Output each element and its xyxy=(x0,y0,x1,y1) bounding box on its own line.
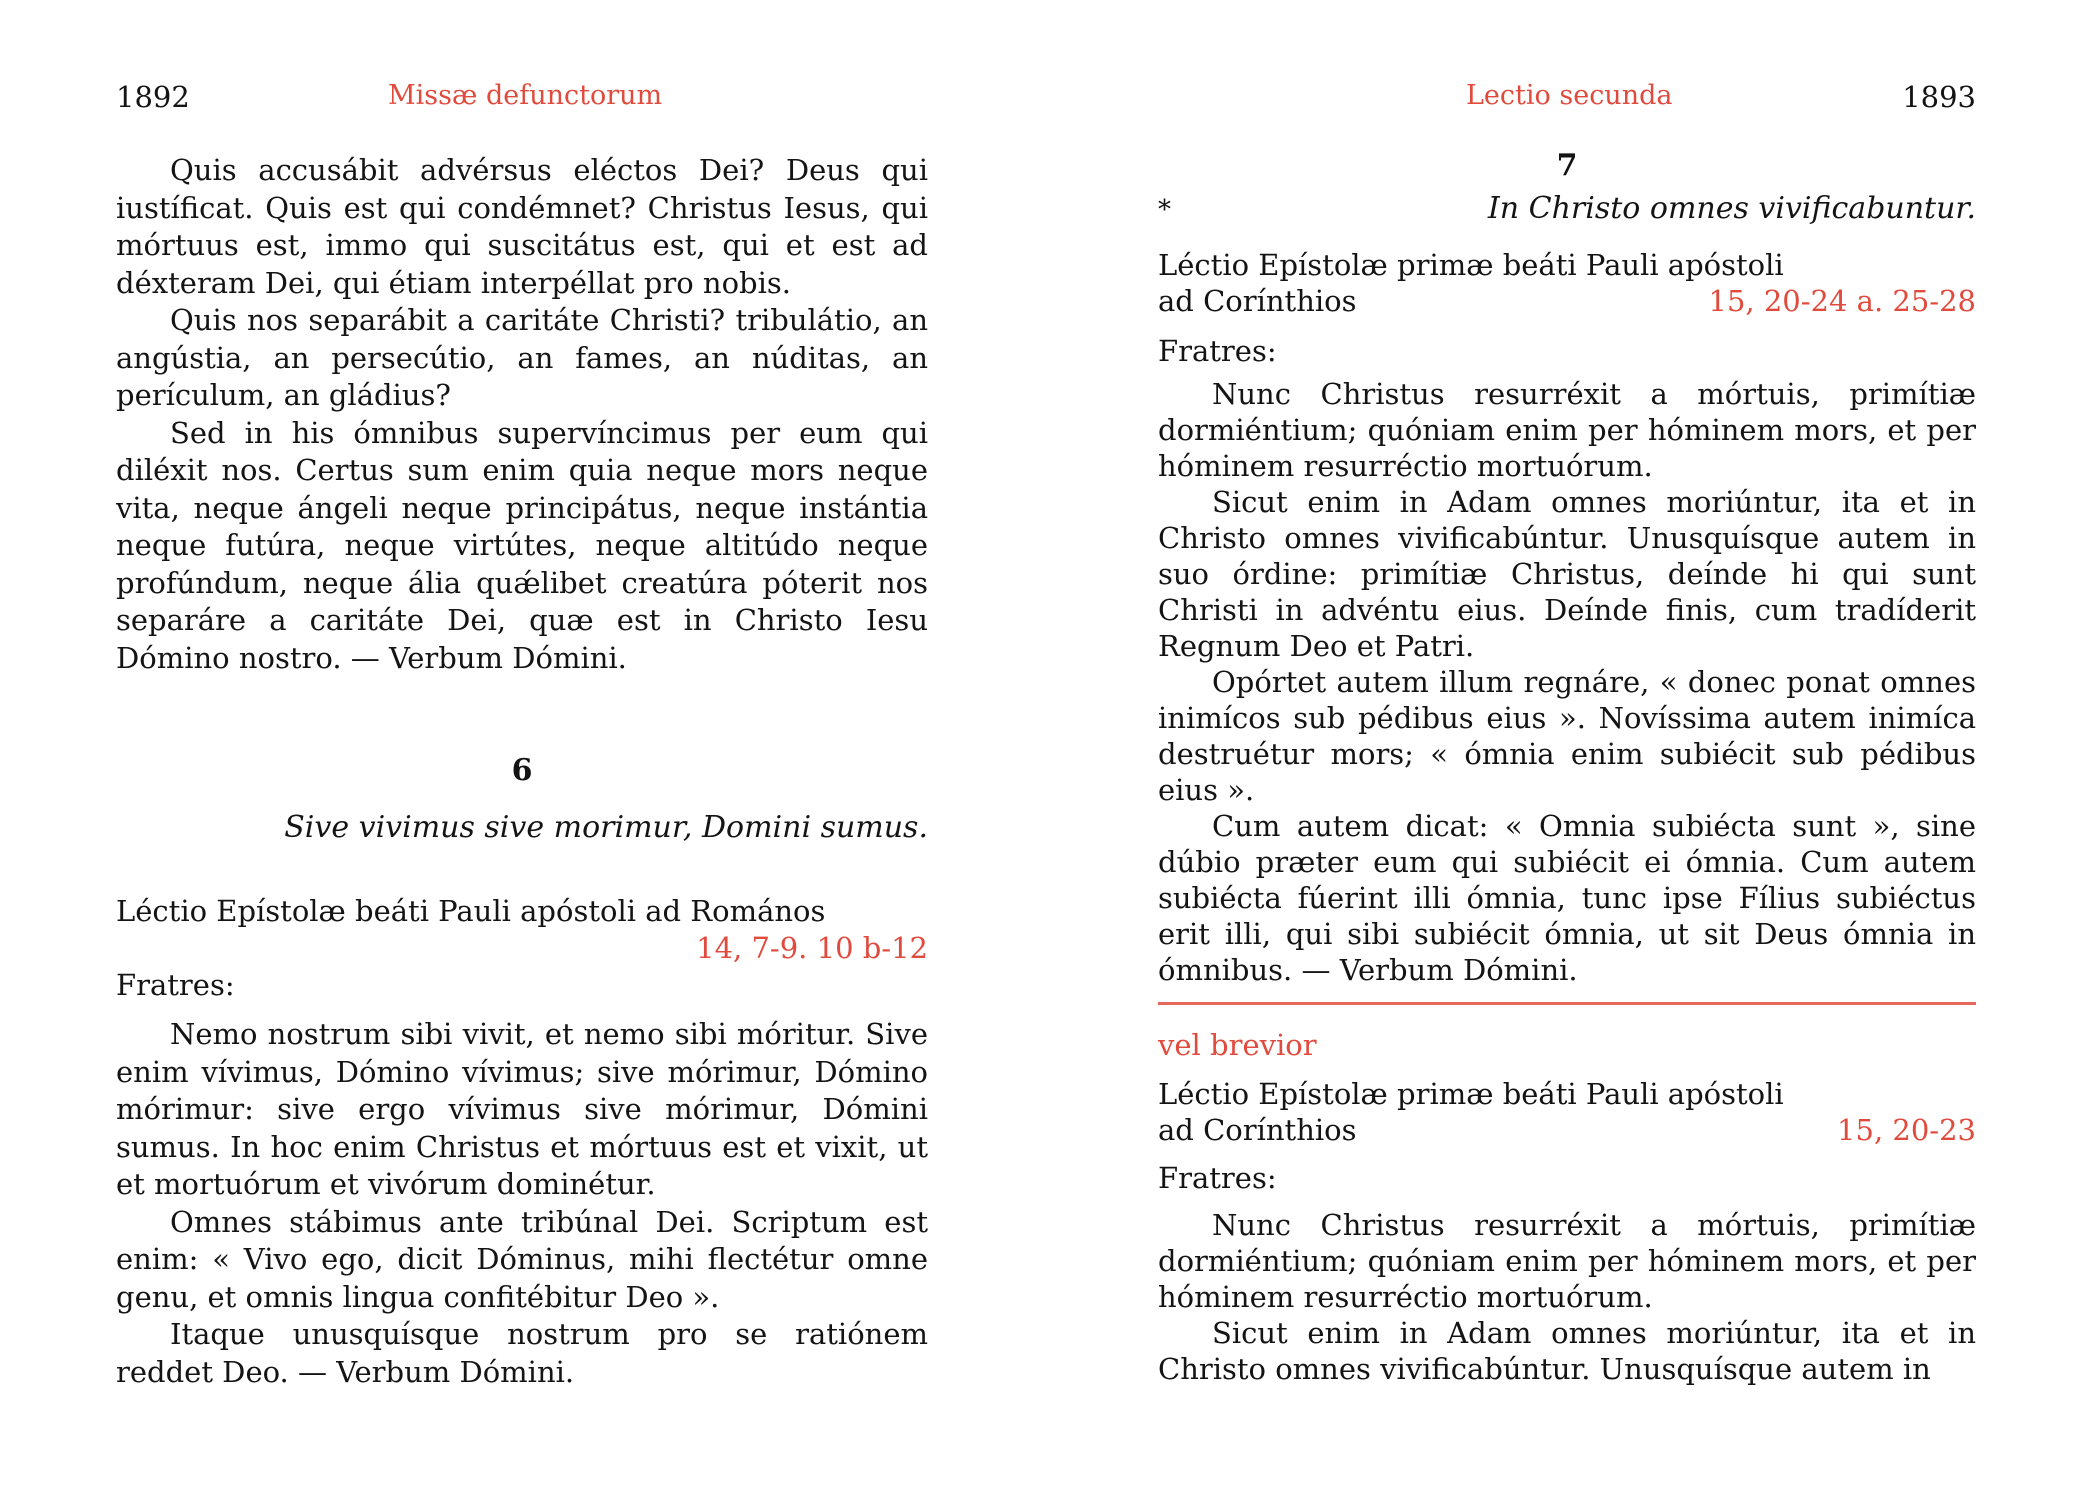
fratres-heading: Fratres: xyxy=(1158,1161,1277,1195)
fratres-heading: Fratres: xyxy=(1158,334,1277,368)
lectio-title-line: Léctio Epístolæ primæ beáti Pauli apóstoli xyxy=(1158,248,1784,282)
scripture-reference: 15, 20-24 a. 25-28 xyxy=(1708,284,1976,318)
paragraph: Nunc Christus resurréxit a mórtuis, primítiæ dormiéntium; quóniam enim per hóminem mors, et per hóminem resurréctio mortuórum. xyxy=(1158,377,1976,483)
section-divider xyxy=(1158,1002,1976,1005)
paragraph: Quis accusábit advérsus eléctos Dei? Deus qui iustíficat. Quis est qui condémnet? Christus Iesus, qui mórtuus est, immo qui suscitátus est, qui et est ad déxteram Dei, qui étiam interpéllat pro nobis. xyxy=(116,153,928,300)
reading-motto: In Christo omnes vivificabuntur. xyxy=(1487,191,1976,226)
page-number-right: 1893 xyxy=(1902,80,1976,114)
right-page xyxy=(1158,0,1976,1500)
paragraph: Sicut enim in Adam omnes moriúntur, ita et in Christo omnes vivificabúntur. Unusquísque autem in suo órdine: primítiæ Christus, deínde hi qui sunt Christi in advéntu eius. Deínde finis, cum tradíderit Regnum Deo et Patri. xyxy=(1158,485,1976,663)
paragraph: Nunc Christus resurréxit a mórtuis, primítiæ dormiéntium; quóniam enim per hóminem mors, et per hóminem resurréctio mortuórum. xyxy=(1158,1208,1976,1314)
paragraph: Omnes stábimus ante tribúnal Dei. Scriptum est enim: « Vivo ego, dicit Dóminus, mihi flectétur omne genu, et omnis lingua confitébitur Deo ». xyxy=(116,1204,928,1314)
lectio-title-line-2: ad Corínthios xyxy=(1158,1113,1357,1147)
section-number: 7 xyxy=(1556,148,1578,183)
paragraph: Nemo nostrum sibi vivit, et nemo sibi móritur. Sive enim vívimus, Dómino vívimus; sive mórimur, Dómino mórimur: sive ergo vívimus sive mórimur, Dómini sumus. In hoc enim Christus et mórtuus est et vixit, ut et mortuórum et vivórum dominétur. xyxy=(116,1017,928,1201)
lectio-title-line xyxy=(1158,284,1976,321)
lectio-title-line-2: ad Corínthios xyxy=(1158,284,1357,318)
fratres-heading: Fratres: xyxy=(116,968,235,1002)
vel-brevior-label: vel brevior xyxy=(1158,1028,1317,1062)
right-content xyxy=(1158,148,1976,1387)
paragraph: Itaque unusquísque nostrum pro se ratiónem reddet Deo. — Verbum Dómini. xyxy=(116,1317,928,1389)
lectio-title-line xyxy=(1158,1113,1976,1150)
right-running-head xyxy=(1158,80,1976,120)
motto-row xyxy=(1158,191,1976,237)
paragraph: Sicut enim in Adam omnes moriúntur, ita et in Christo omnes vivificabúntur. Unusquísque autem in xyxy=(1158,1316,1976,1386)
lectio-title: Léctio Epístolæ beáti Pauli apóstoli ad Romános xyxy=(116,894,826,928)
page-number-left: 1892 xyxy=(116,80,190,114)
reading-motto: Sive vivimus sive morimur, Domini sumus. xyxy=(284,810,928,845)
paragraph: Quis nos separábit a caritáte Christi? tribulátio, an angústia, an persecútio, an fames, an núditas, an perículum, an gládius? xyxy=(116,303,928,412)
scripture-reference: 14, 7-9. 10 b-12 xyxy=(696,931,928,965)
lectio-title-line: Léctio Epístolæ primæ beáti Pauli apóstoli xyxy=(1158,1077,1784,1111)
paragraph: Cum autem dicat: « Omnia subiécta sunt », sine dúbio præter eum qui subiécit ei ómnia. Cum autem subiécta fúerint illi ómnia, tunc ipse Fílius subiéctus erit illi, qui sibi subiécit ómnia, ut sit Deus ómnia in ómnibus. — Verbum Dómini. xyxy=(1158,809,1976,987)
left-page xyxy=(116,0,928,1500)
left-content xyxy=(116,152,928,1391)
scripture-reference: 15, 20-23 xyxy=(1837,1113,1976,1147)
paragraph: Opórtet autem illum regnáre, « donec ponat omnes inimícos sub pédibus eius ». Novíssima autem inimíca destruétur mors; « ómnia enim subiécit sub pédibus eius ». xyxy=(1158,665,1976,807)
paragraph: Sed in his ómnibus supervíncimus per eum qui diléxit nos. Certus sum enim quia neque mors neque vita, neque ángeli neque principátus, neque instántia neque futúra, neque virtútes, neque altitúdo neque profúndum, neque ália quǽlibet creatúra póterit nos separáre a caritáte Dei, quæ est in Christo Iesu Dómino nostro. — Verbum Dómini. xyxy=(116,415,928,675)
running-title-left: Missæ defunctorum xyxy=(388,80,663,111)
left-running-head xyxy=(116,80,928,120)
running-title-right: Lectio secunda xyxy=(1466,80,1673,111)
section-number: 6 xyxy=(511,753,533,788)
star-mark: * xyxy=(1158,195,1171,225)
